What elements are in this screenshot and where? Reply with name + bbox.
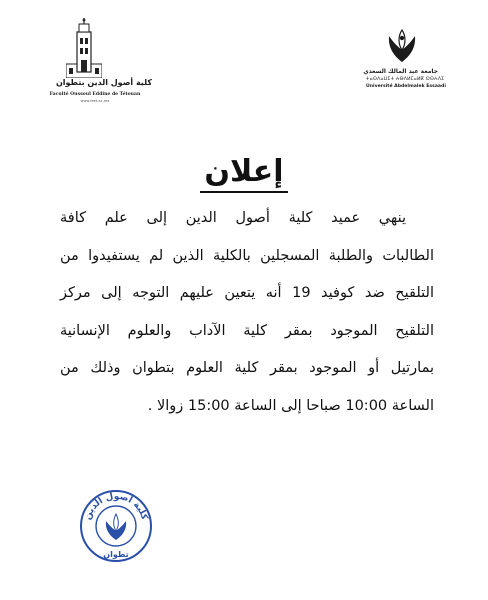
body-line: الساعة 10:00 صباحا إلى الساعة 15:00 زوالا .	[147, 397, 434, 414]
announcement-body	[60, 200, 434, 425]
faculty-french-name: Faculté Oussoul Eddine de Tétouan	[49, 92, 141, 97]
faculty-stamp	[78, 488, 154, 564]
university-emblem-icon	[386, 28, 418, 66]
university-french-name: Université Abdelmalek Essaadi	[366, 84, 446, 89]
faculty-arabic-name: كلية أصول الدين بتطوان	[55, 78, 152, 87]
university-arabic-name: جامعة عبد المالك السعدي	[363, 68, 438, 75]
body-line: التلقيح الموجود بمقر كلية الآداب والعلوم الإنسانية	[60, 322, 434, 339]
minaret-icon	[66, 18, 102, 78]
faculty-logo	[40, 18, 150, 110]
body-line: الطالبات والطلبة المسجلين بالكلية الذين لم يستفيدوا من	[60, 247, 434, 264]
announcement-title	[0, 154, 488, 189]
body-line: بمارتيل أو الموجود بمقر كلية العلوم بتطوان وذلك من	[60, 360, 434, 376]
faculty-website: www.feet.ac.ma	[80, 99, 110, 103]
stamp-bottom-text: تطوان	[103, 550, 129, 559]
stamp-ring-text: كلية أصول الدين	[82, 491, 150, 522]
university-logo	[363, 28, 446, 96]
announcement-title-text: إعلان	[200, 154, 287, 193]
body-line: ينهي عميد كلية أصول الدين إلى علم كافة	[60, 210, 406, 226]
university-amazigh-name: ⵜⴰⵙⴷⴰⵡⵉⵜ ⵄⴱⴷⵍⵎⴰⵍⴽ ⵙⵙⵄⴷⵉ	[366, 77, 445, 82]
body-line: التلقيح ضد كوفيد 19 أنه يتعين عليهم التوجه إلى مركز	[60, 285, 434, 301]
